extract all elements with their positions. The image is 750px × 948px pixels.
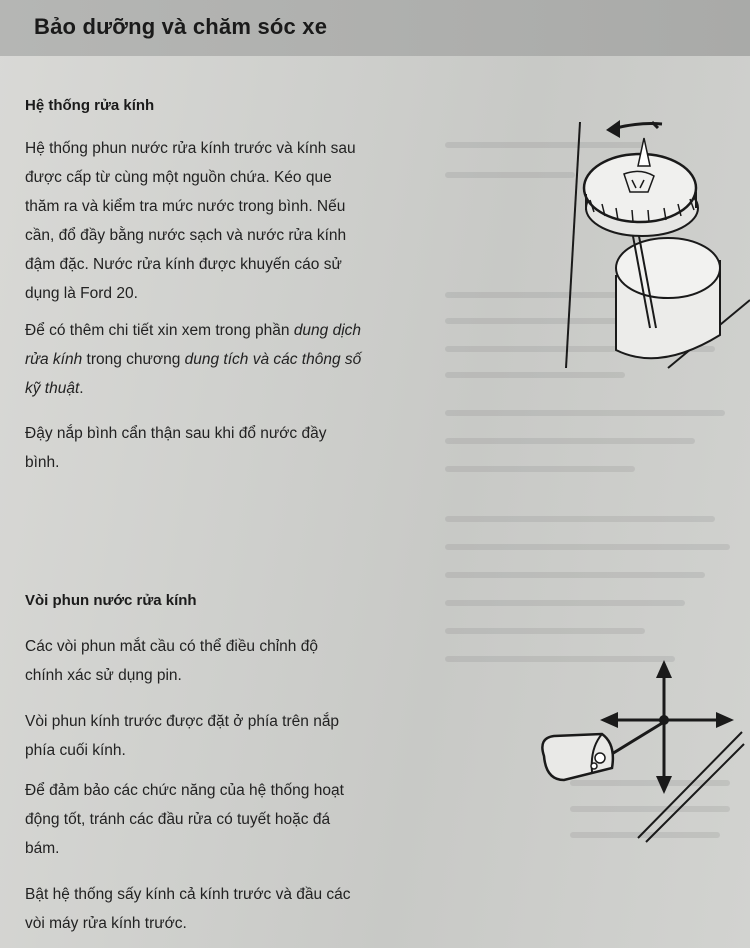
text-line: phía cuối kính. [25, 742, 126, 759]
text-line: động tốt, tránh các đầu rửa có tuyết hoặc đá [25, 811, 331, 828]
text-line: Vòi phun kính trước được đặt ở phía trên nắp [25, 713, 340, 730]
text-run: . [79, 380, 84, 397]
cross-reference: dung tích và các thông số [184, 351, 362, 368]
text-line: Bật hệ thống sấy kính cả kính trước và đầu các [25, 886, 351, 903]
paragraph-jets-maintenance [25, 776, 400, 863]
text-line: thăm ra và kiểm tra mức nước trong bình. Nếu [25, 198, 346, 215]
paragraph-close-cap [25, 419, 400, 477]
section-title-washer-jets: Vòi phun nước rửa kính [25, 592, 197, 609]
section-title-washer-system: Hệ thống rửa kính [25, 97, 155, 114]
cross-reference: rửa kính [25, 351, 83, 368]
text-line [25, 345, 400, 374]
cross-reference: kỹ thuật [25, 380, 80, 397]
text-line: Đậy nắp bình cẩn thận sau khi đổ nước đầy [25, 425, 327, 442]
text-run: trong chương [82, 351, 185, 368]
text-line: chính xác sử dụng pin. [25, 667, 182, 684]
text-line: vòi máy rửa kính trước. [25, 915, 187, 932]
text-run: Để có thêm chi tiết xin xem trong phần [25, 322, 294, 339]
text-line: cần, đổ đầy bằng nước sạch và nước rửa kính [25, 227, 347, 244]
washer-jet-adjust-illustration [530, 648, 745, 848]
paragraph-see-also [25, 316, 400, 403]
text-line: bình. [25, 454, 60, 471]
text-line [25, 316, 400, 345]
paragraph-jets-location [25, 707, 400, 765]
text-line: đậm đặc. Nước rửa kính được khuyến cáo sử [25, 256, 342, 273]
text-line: dụng là Ford 20. [25, 285, 138, 302]
text-line: Để đảm bảo các chức năng của hệ thống hoạt [25, 782, 344, 799]
paragraph-jets-adjust [25, 632, 400, 690]
text-line: được cấp từ cùng một nguồn chứa. Kéo que [25, 169, 332, 186]
paragraph-washer-supply [25, 134, 400, 308]
text-line: bám. [25, 840, 60, 857]
paragraph-jets-heating [25, 880, 400, 938]
cross-reference: dung dịch [293, 322, 362, 339]
page-title: Bảo dưỡng và chăm sóc xe [34, 14, 328, 39]
text-line [25, 374, 400, 403]
text-line: Các vòi phun mắt cầu có thể điều chỉnh độ [25, 638, 318, 655]
reservoir-cap-illustration [550, 110, 750, 380]
text-line: Hệ thống phun nước rửa kính trước và kính sau [25, 140, 356, 157]
